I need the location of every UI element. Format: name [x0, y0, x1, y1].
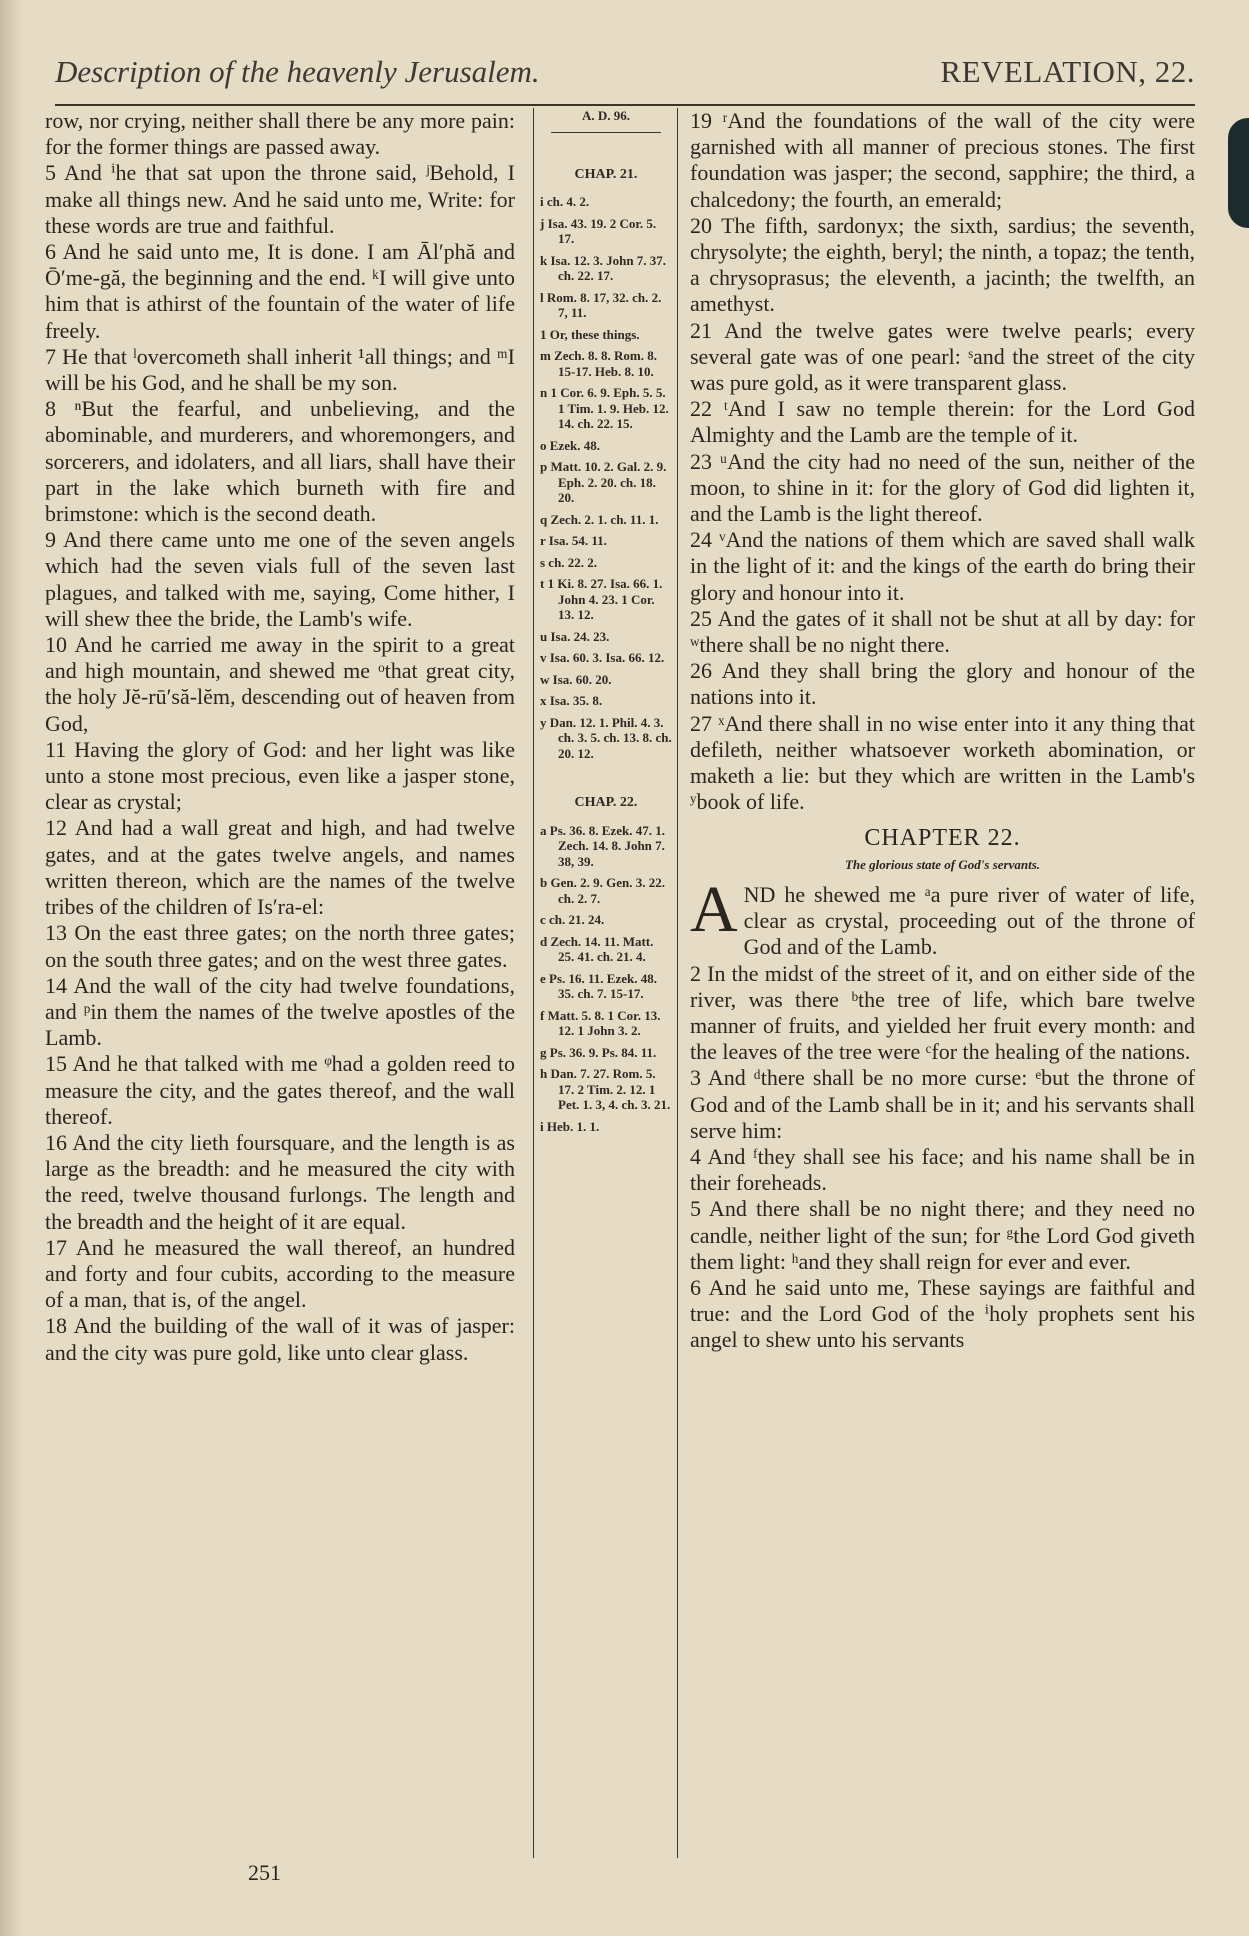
verse: 5 And ⁱhe that sat upon the throne said, ʲBehold, I make all things new. And he said unto me, Write: for these words are true and faithful. [45, 160, 515, 238]
cross-ref: n 1 Cor. 6. 9. Eph. 5. 5. 1 Tim. 1. 9. Heb. 12. 14. ch. 22. 15. [540, 385, 669, 431]
cross-reference-column [540, 108, 672, 1140]
verse: 27 ˣAnd there shall in no wise enter into it any thing that defileth, neither whatsoever worketh abomination, or maketh a lie: but they which are written in the Lamb's ʸbook of life. [690, 710, 1195, 815]
column-divider [533, 108, 534, 1858]
cross-ref: w Isa. 60. 20. [540, 671, 612, 687]
verse: 16 And the city lieth foursquare, and the length is as large as the breadth: and he measured the city with the reed, twelve thousand furlongs. The length and the breadth and the height of it are equal. [45, 1129, 515, 1234]
cross-ref: o Ezek. 48. [540, 437, 600, 453]
verse: 23 ᵘAnd the city had no need of the sun, neither of the moon, to shine in it: for the glory of God did lighten it, and the Lamb is the light thereof. [690, 448, 1195, 527]
verse: 7 He that ˡovercometh shall inherit ¹all things; and ᵐI will be his God, and he shall be my son. [45, 343, 515, 396]
drop-cap: A [690, 872, 738, 946]
cross-ref: 1 Or, these things. [540, 326, 640, 342]
verse: row, nor crying, neither shall there be any more pain: for the former things are passed away. [45, 108, 515, 160]
verse-1 [690, 872, 1195, 961]
cross-ref: g Ps. 36. 9. Ps. 84. 11. [540, 1044, 657, 1060]
verse: 20 The fifth, sardonyx; the sixth, sardius; the seventh, chrysolyte; the eighth, beryl; the ninth, a topaz; the tenth, a chrysoprasus; the eleventh, a jacinth; the twelfth, an amethyst. [690, 212, 1195, 317]
cross-ref: h Dan. 7. 27. Rom. 5. 17. 2 Tim. 2. 12. 1 Pet. 1. 3, 4. ch. 3. 21. [540, 1066, 671, 1112]
verse: 12 And had a wall great and high, and had twelve gates, and at the gates twelve angels, and names written thereon, which are the names of the twelve tribes of the children of Is′ra-el: [45, 815, 515, 920]
verse: 6 And he said unto me, It is done. I am Āl′phă and Ō′me-gă, the beginning and the end. ᵏI will give unto him that is athirst of the fountain of the water of life freely. [45, 239, 515, 343]
cross-ref: k Isa. 12. 3. John 7. 37. ch. 22. 17. [540, 252, 667, 283]
chapter-summary: The glorious state of God's servants. [844, 856, 1040, 872]
cross-ref: c ch. 21. 24. [540, 912, 605, 927]
cross-ref: d Zech. 14. 11. Matt. 25. 41. ch. 21. 4. [540, 933, 654, 964]
verse: 18 And the building of the wall of it was of jasper: and the city was pure gold, like unto clear glass. [45, 1313, 515, 1365]
thumb-index-tab[interactable] [1228, 118, 1249, 228]
right-text-column [690, 108, 1195, 1354]
cross-ref: e Ps. 16. 11. Ezek. 48. 35. ch. 7. 15-17. [540, 970, 657, 1001]
verse: 8 ⁿBut the fearful, and unbelieving, and the abominable, and murderers, and whoremongers, and sorcerers, and idolaters, and all liars, shall have their part in the lake which burneth with fire and brimstone: which is the second death. [45, 396, 515, 527]
verse: 15 And he that talked with me ᵠhad a golden reed to measure the city, and the gates thereof, and the wall thereof. [45, 1051, 515, 1129]
verse-text: ND he shewed me ᵃa pure river of water of life, clear as crystal, proceeding out of the throne of God and of the Lamb. [743, 881, 1195, 960]
cross-ref: y Dan. 12. 1. Phil. 4. 3. ch. 3. 5. ch. 13. 8. ch. 20. 12. [540, 714, 672, 761]
cross-ref: x Isa. 35. 8. [540, 693, 603, 708]
header-subject: Description of the heavenly Jerusalem. [55, 54, 540, 89]
verse: 3 And ᵈthere shall be no more curse: ᵉbut the throne of God and of the Lamb shall be in it; and his servants shall serve him: [690, 1065, 1195, 1143]
cross-ref: j Isa. 43. 19. 2 Cor. 5. 17. [540, 215, 657, 246]
verse: 10 And he carried me away in the spirit to a great and high mountain, and shewed me ᵒthat great city, the holy Jĕ-rū′să-lĕm, descending out of heaven from God, [45, 632, 515, 736]
verse: 17 And he measured the wall thereof, an hundred and forty and four cubits, according to the measure of a man, that is, of the angel. [45, 1234, 515, 1313]
verse: 2 In the midst of the street of it, and on either side of the river, was there ᵇthe tree of life, which bare twelve manner of fruits, and yielded her fruit every month: and the leaves of the tree were ᶜfor the healing of the nations. [690, 960, 1195, 1065]
cross-ref: r Isa. 54. 11. [540, 533, 607, 548]
era-label: A. D. 96. [581, 108, 631, 123]
cross-ref: p Matt. 10. 2. Gal. 2. 9. Eph. 2. 20. ch. 18. 20. [540, 459, 667, 505]
cross-ref: b Gen. 2. 9. Gen. 3. 22. ch. 2. 7. [540, 875, 665, 906]
verse: 4 And ᶠthey shall see his face; and his name shall be in their foreheads. [690, 1143, 1195, 1196]
cross-ref: q Zech. 2. 1. ch. 11. 1. [540, 511, 659, 527]
page-number: 251 [248, 1860, 281, 1885]
verse: 14 And the wall of the city had twelve foundations, and ᵖin them the names of the twelve apostles of the Lamb. [45, 972, 515, 1051]
cross-ref: a Ps. 36. 8. Ezek. 47. 1. Zech. 14. 8. John 7. 38, 39. [540, 822, 665, 869]
left-text-column [45, 108, 515, 1366]
cross-ref: s ch. 22. 2. [540, 554, 598, 570]
column-divider [677, 108, 678, 1858]
cross-ref: t 1 Ki. 8. 27. Isa. 66. 1. John 4. 23. 1 Cor. 13. 12. [540, 576, 663, 622]
running-header [55, 54, 1195, 106]
verse: 6 And he said unto me, These sayings are faithful and true: and the Lord God of the ⁱholy prophets sent his angel to shew unto his servants [690, 1274, 1195, 1353]
cross-ref: i ch. 4. 2. [540, 194, 590, 209]
chapter-21-label: CHAP. 21. [574, 166, 638, 182]
verse: 11 Having the glory of God: and her light was like unto a stone most precious, even like a jasper stone, clear as crystal; [45, 736, 515, 815]
chapter-22-label: CHAP. 22. [574, 795, 638, 810]
verse: 26 And they shall bring the glory and honour of the nations into it. [690, 658, 1195, 710]
cross-ref: v Isa. 60. 3. Isa. 66. 12. [540, 650, 665, 665]
verse: 24 ᵛAnd the nations of them which are saved shall walk in the light of it: and the kings of the earth do bring their glory and honour into it. [690, 527, 1195, 605]
cross-ref: m Zech. 8. 8. Rom. 8. 15-17. Heb. 8. 10. [540, 348, 657, 379]
divider [551, 132, 661, 133]
verse: 13 On the east three gates; on the north three gates; on the south three gates; and on the west three gates. [45, 920, 515, 972]
cross-ref: l Rom. 8. 17, 32. ch. 2. 7, 11. [540, 289, 662, 320]
verse: 19 ʳAnd the foundations of the wall of the city were garnished with all manner of precious stones. The first foundation was jasper; the second, sapphire; the third, a chalcedony; the fourth, an emerald; [690, 108, 1195, 212]
verse: 21 And the twelve gates were twelve pearls; every several gate was of one pearl: ˢand the street of the city was pure gold, as it were transparent glass. [690, 317, 1195, 396]
page-gutter-shadow [0, 0, 22, 1936]
header-book-chapter: REVELATION, 22. [940, 54, 1195, 89]
cross-ref: f Matt. 5. 8. 1 Cor. 13. 12. 1 John 3. 2. [540, 1007, 661, 1038]
cross-ref: u Isa. 24. 23. [540, 628, 610, 644]
verse: 9 And there came unto me one of the seven angels which had the seven vials full of the seven last plagues, and talked with me, saying, Come hither, I will shew thee the bride, the Lamb's wife. [45, 527, 515, 631]
verse: 5 And there shall be no night there; and they need no candle, neither light of the sun; for ᵍthe Lord God giveth them light: ʰand they shall reign for ever and ever. [690, 1196, 1195, 1274]
cross-ref: i Heb. 1. 1. [540, 1118, 600, 1134]
verse: 22 ᵗAnd I saw no temple therein: for the Lord God Almighty and the Lamb are the temple of it. [690, 396, 1195, 448]
chapter-heading: CHAPTER 22. [864, 825, 1021, 852]
verse: 25 And the gates of it shall not be shut at all by day: for ʷthere shall be no night there. [690, 605, 1195, 658]
